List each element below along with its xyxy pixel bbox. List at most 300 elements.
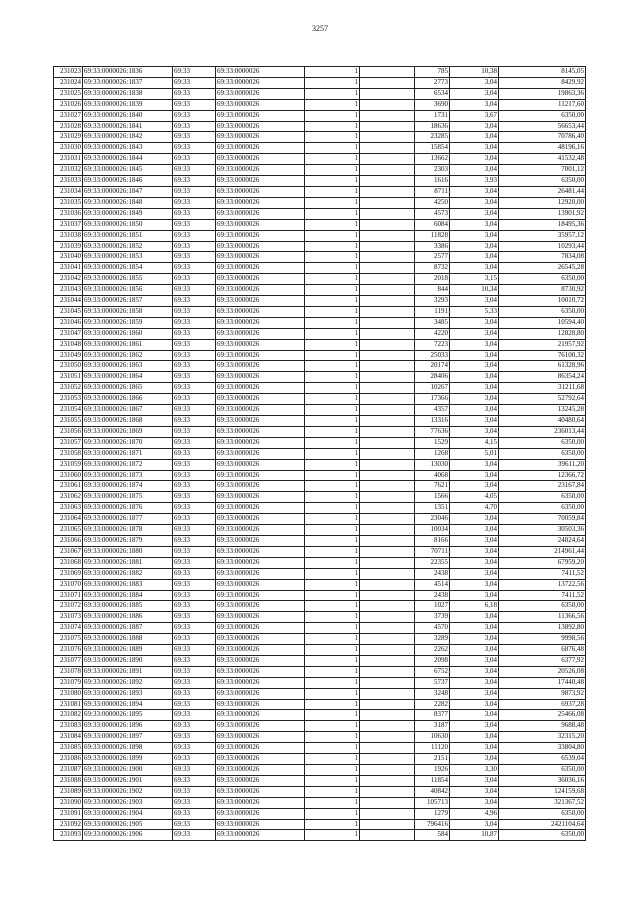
cadastral-value: 13892,80	[499, 623, 586, 634]
rate: 3,04	[450, 88, 499, 99]
table-row	[54, 819, 586, 830]
cadastral-number: 69:33:0000026:1896	[83, 721, 173, 732]
cadastral-value: 6350,00	[499, 765, 586, 776]
cadastral-value: 17440,48	[499, 677, 586, 688]
district-code: 69:33	[173, 557, 216, 568]
table-row	[54, 677, 586, 688]
count: 1	[305, 197, 360, 208]
quarter-code: 69:33:0000026	[216, 67, 305, 78]
area: 6534	[415, 88, 450, 99]
cadastral-number: 69:33:0000026:1901	[83, 775, 173, 786]
row-id: 231048	[54, 339, 83, 350]
count: 1	[305, 514, 360, 525]
area: 13316	[415, 416, 450, 427]
row-id: 231040	[54, 252, 83, 263]
quarter-code: 69:33:0000026	[216, 535, 305, 546]
cadastral-value: 24824,64	[499, 535, 586, 546]
cadastral-value: 76100,32	[499, 350, 586, 361]
cadastral-number: 69:33:0000026:1848	[83, 197, 173, 208]
table-row	[54, 470, 586, 481]
count: 1	[305, 503, 360, 514]
empty-cell	[360, 612, 415, 623]
rate: 3,04	[450, 252, 499, 263]
cadastral-value: 10594,40	[499, 317, 586, 328]
table-row	[54, 743, 586, 754]
count: 1	[305, 121, 360, 132]
cadastral-number: 69:33:0000026:1889	[83, 645, 173, 656]
quarter-code: 69:33:0000026	[216, 77, 305, 88]
empty-cell	[360, 296, 415, 307]
district-code: 69:33	[173, 579, 216, 590]
table-row	[54, 645, 586, 656]
cadastral-value: 2421104,64	[499, 819, 586, 830]
table-row	[54, 830, 586, 841]
rate: 3,04	[450, 394, 499, 405]
table-row	[54, 372, 586, 383]
district-code: 69:33	[173, 797, 216, 808]
table-row	[54, 732, 586, 743]
rate: 3,04	[450, 754, 499, 765]
area: 1926	[415, 765, 450, 776]
cadastral-value: 52792,64	[499, 394, 586, 405]
table-row	[54, 623, 586, 634]
empty-cell	[360, 208, 415, 219]
count: 1	[305, 525, 360, 536]
district-code: 69:33	[173, 99, 216, 110]
area: 2773	[415, 77, 450, 88]
district-code: 69:33	[173, 775, 216, 786]
cadastral-number: 69:33:0000026:1838	[83, 88, 173, 99]
cadastral-number: 69:33:0000026:1845	[83, 165, 173, 176]
empty-cell	[360, 470, 415, 481]
row-id: 231063	[54, 503, 83, 514]
cadastral-number: 69:33:0000026:1850	[83, 219, 173, 230]
cadastral-number: 69:33:0000026:1869	[83, 426, 173, 437]
cadastral-value: 214961,44	[499, 546, 586, 557]
row-id: 231065	[54, 525, 83, 536]
district-code: 69:33	[173, 121, 216, 132]
cadastral-number: 69:33:0000026:1844	[83, 154, 173, 165]
area: 844	[415, 285, 450, 296]
quarter-code: 69:33:0000026	[216, 612, 305, 623]
empty-cell	[360, 601, 415, 612]
row-id: 231087	[54, 765, 83, 776]
quarter-code: 69:33:0000026	[216, 426, 305, 437]
district-code: 69:33	[173, 208, 216, 219]
rate: 3,04	[450, 525, 499, 536]
district-code: 69:33	[173, 306, 216, 317]
cadastral-number: 69:33:0000026:1865	[83, 383, 173, 394]
cadastral-number: 69:33:0000026:1863	[83, 361, 173, 372]
area: 7223	[415, 339, 450, 350]
area: 1268	[415, 448, 450, 459]
empty-cell	[360, 634, 415, 645]
page-number: 3257	[312, 24, 328, 33]
rate: 3,04	[450, 405, 499, 416]
quarter-code: 69:33:0000026	[216, 514, 305, 525]
count: 1	[305, 219, 360, 230]
rate: 3,04	[450, 350, 499, 361]
quarter-code: 69:33:0000026	[216, 655, 305, 666]
area: 3690	[415, 99, 450, 110]
cadastral-number: 69:33:0000026:1876	[83, 503, 173, 514]
quarter-code: 69:33:0000026	[216, 743, 305, 754]
quarter-code: 69:33:0000026	[216, 263, 305, 274]
table-row	[54, 165, 586, 176]
quarter-code: 69:33:0000026	[216, 339, 305, 350]
row-id: 231072	[54, 601, 83, 612]
table-row	[54, 634, 586, 645]
quarter-code: 69:33:0000026	[216, 372, 305, 383]
district-code: 69:33	[173, 296, 216, 307]
row-id: 231090	[54, 797, 83, 808]
count: 1	[305, 710, 360, 721]
district-code: 69:33	[173, 503, 216, 514]
count: 1	[305, 186, 360, 197]
table-row	[54, 328, 586, 339]
area: 796416	[415, 819, 450, 830]
row-id: 231056	[54, 426, 83, 437]
cadastral-number: 69:33:0000026:1902	[83, 786, 173, 797]
cadastral-number: 69:33:0000026:1874	[83, 481, 173, 492]
row-id: 231071	[54, 590, 83, 601]
count: 1	[305, 743, 360, 754]
district-code: 69:33	[173, 601, 216, 612]
cadastral-number: 69:33:0000026:1839	[83, 99, 173, 110]
cadastral-value: 30503,36	[499, 525, 586, 536]
quarter-code: 69:33:0000026	[216, 503, 305, 514]
cadastral-number: 69:33:0000026:1842	[83, 132, 173, 143]
area: 2262	[415, 645, 450, 656]
rate: 3,04	[450, 99, 499, 110]
rate: 3,04	[450, 230, 499, 241]
district-code: 69:33	[173, 285, 216, 296]
empty-cell	[360, 143, 415, 154]
area: 4514	[415, 579, 450, 590]
count: 1	[305, 143, 360, 154]
cadastral-value: 7001,12	[499, 165, 586, 176]
area: 8166	[415, 535, 450, 546]
quarter-code: 69:33:0000026	[216, 699, 305, 710]
table-row	[54, 437, 586, 448]
table-row	[54, 688, 586, 699]
area: 4068	[415, 470, 450, 481]
district-code: 69:33	[173, 645, 216, 656]
row-id: 231069	[54, 568, 83, 579]
table-row	[54, 416, 586, 427]
row-id: 231054	[54, 405, 83, 416]
rate: 3,93	[450, 176, 499, 187]
district-code: 69:33	[173, 241, 216, 252]
row-id: 231042	[54, 274, 83, 285]
rate: 3,04	[450, 241, 499, 252]
table-row	[54, 601, 586, 612]
empty-cell	[360, 655, 415, 666]
count: 1	[305, 623, 360, 634]
cadastral-value: 70059,84	[499, 514, 586, 525]
cadastral-value: 86354,24	[499, 372, 586, 383]
count: 1	[305, 317, 360, 328]
row-id: 231078	[54, 666, 83, 677]
area: 3485	[415, 317, 450, 328]
table-row	[54, 143, 586, 154]
district-code: 69:33	[173, 143, 216, 154]
rate: 3,04	[450, 710, 499, 721]
empty-cell	[360, 263, 415, 274]
area: 25033	[415, 350, 450, 361]
row-id: 231066	[54, 535, 83, 546]
empty-cell	[360, 252, 415, 263]
district-code: 69:33	[173, 808, 216, 819]
empty-cell	[360, 568, 415, 579]
empty-cell	[360, 241, 415, 252]
rate: 3,04	[450, 263, 499, 274]
cadastral-value: 13901,92	[499, 208, 586, 219]
quarter-code: 69:33:0000026	[216, 568, 305, 579]
quarter-code: 69:33:0000026	[216, 219, 305, 230]
cadastral-value: 56653,44	[499, 121, 586, 132]
quarter-code: 69:33:0000026	[216, 754, 305, 765]
empty-cell	[360, 732, 415, 743]
cadastral-value: 25466,08	[499, 710, 586, 721]
cadastral-number: 69:33:0000026:1888	[83, 634, 173, 645]
district-code: 69:33	[173, 710, 216, 721]
count: 1	[305, 786, 360, 797]
quarter-code: 69:33:0000026	[216, 154, 305, 165]
quarter-code: 69:33:0000026	[216, 601, 305, 612]
cadastral-value: 10293,44	[499, 241, 586, 252]
area: 4357	[415, 405, 450, 416]
count: 1	[305, 372, 360, 383]
count: 1	[305, 88, 360, 99]
rate: 3,04	[450, 645, 499, 656]
empty-cell	[360, 754, 415, 765]
cadastral-value: 40480,64	[499, 416, 586, 427]
quarter-code: 69:33:0000026	[216, 688, 305, 699]
table-row	[54, 655, 586, 666]
district-code: 69:33	[173, 612, 216, 623]
district-code: 69:33	[173, 666, 216, 677]
quarter-code: 69:33:0000026	[216, 110, 305, 121]
rate: 3,04	[450, 743, 499, 754]
district-code: 69:33	[173, 492, 216, 503]
quarter-code: 69:33:0000026	[216, 416, 305, 427]
count: 1	[305, 579, 360, 590]
count: 1	[305, 274, 360, 285]
area: 8732	[415, 263, 450, 274]
area: 13030	[415, 459, 450, 470]
empty-cell	[360, 459, 415, 470]
empty-cell	[360, 328, 415, 339]
empty-cell	[360, 546, 415, 557]
empty-cell	[360, 535, 415, 546]
district-code: 69:33	[173, 154, 216, 165]
row-id: 231036	[54, 208, 83, 219]
district-code: 69:33	[173, 634, 216, 645]
count: 1	[305, 350, 360, 361]
area: 785	[415, 67, 450, 78]
count: 1	[305, 296, 360, 307]
rate: 3,04	[450, 339, 499, 350]
quarter-code: 69:33:0000026	[216, 252, 305, 263]
row-id: 231039	[54, 241, 83, 252]
cadastral-number: 69:33:0000026:1878	[83, 525, 173, 536]
table-row	[54, 568, 586, 579]
cadastral-number: 69:33:0000026:1881	[83, 557, 173, 568]
empty-cell	[360, 176, 415, 187]
quarter-code: 69:33:0000026	[216, 296, 305, 307]
area: 7621	[415, 481, 450, 492]
cadastral-value: 35957,12	[499, 230, 586, 241]
rate: 4,96	[450, 808, 499, 819]
cadastral-number: 69:33:0000026:1837	[83, 77, 173, 88]
table-row	[54, 405, 586, 416]
quarter-code: 69:33:0000026	[216, 383, 305, 394]
district-code: 69:33	[173, 186, 216, 197]
rate: 3,04	[450, 470, 499, 481]
area: 4250	[415, 197, 450, 208]
row-id: 231073	[54, 612, 83, 623]
table-row	[54, 535, 586, 546]
row-id: 231077	[54, 655, 83, 666]
cadastral-value: 67959,20	[499, 557, 586, 568]
empty-cell	[360, 394, 415, 405]
count: 1	[305, 416, 360, 427]
cadastral-number: 69:33:0000026:1899	[83, 754, 173, 765]
count: 1	[305, 208, 360, 219]
area: 4220	[415, 328, 450, 339]
count: 1	[305, 405, 360, 416]
quarter-code: 69:33:0000026	[216, 317, 305, 328]
cadastral-number: 69:33:0000026:1879	[83, 535, 173, 546]
rate: 4,15	[450, 437, 499, 448]
table-row	[54, 557, 586, 568]
count: 1	[305, 645, 360, 656]
count: 1	[305, 99, 360, 110]
area: 1279	[415, 808, 450, 819]
empty-cell	[360, 230, 415, 241]
empty-cell	[360, 786, 415, 797]
table-row	[54, 797, 586, 808]
row-id: 231060	[54, 470, 83, 481]
rate: 3,04	[450, 514, 499, 525]
cadastral-number: 69:33:0000026:1882	[83, 568, 173, 579]
cadastral-value: 12366,72	[499, 470, 586, 481]
area: 13662	[415, 154, 450, 165]
cadastral-value: 6539,04	[499, 754, 586, 765]
row-id: 231045	[54, 306, 83, 317]
rate: 3,04	[450, 535, 499, 546]
table-row	[54, 317, 586, 328]
empty-cell	[360, 383, 415, 394]
empty-cell	[360, 99, 415, 110]
row-id: 231026	[54, 99, 83, 110]
area: 6084	[415, 219, 450, 230]
row-id: 231082	[54, 710, 83, 721]
row-id: 231062	[54, 492, 83, 503]
count: 1	[305, 797, 360, 808]
row-id: 231037	[54, 219, 83, 230]
area: 2438	[415, 568, 450, 579]
cadastral-number: 69:33:0000026:1867	[83, 405, 173, 416]
cadastral-number: 69:33:0000026:1871	[83, 448, 173, 459]
count: 1	[305, 132, 360, 143]
table-row	[54, 241, 586, 252]
row-id: 231029	[54, 132, 83, 143]
table-row	[54, 132, 586, 143]
rate: 3,04	[450, 208, 499, 219]
area: 4573	[415, 208, 450, 219]
cadastral-number: 69:33:0000026:1885	[83, 601, 173, 612]
count: 1	[305, 448, 360, 459]
table-row	[54, 710, 586, 721]
row-id: 231027	[54, 110, 83, 121]
empty-cell	[360, 372, 415, 383]
empty-cell	[360, 197, 415, 208]
empty-cell	[360, 503, 415, 514]
rate: 3,04	[450, 677, 499, 688]
cadastral-value: 13245,28	[499, 405, 586, 416]
empty-cell	[360, 525, 415, 536]
cadastral-value: 9688,48	[499, 721, 586, 732]
rate: 5,01	[450, 448, 499, 459]
cadastral-value: 41532,48	[499, 154, 586, 165]
rate: 3,04	[450, 328, 499, 339]
cadastral-number: 69:33:0000026:1840	[83, 110, 173, 121]
empty-cell	[360, 77, 415, 88]
table-row	[54, 197, 586, 208]
count: 1	[305, 339, 360, 350]
cadastral-number: 69:33:0000026:1880	[83, 546, 173, 557]
district-code: 69:33	[173, 677, 216, 688]
district-code: 69:33	[173, 830, 216, 841]
row-id: 231033	[54, 176, 83, 187]
area: 4570	[415, 623, 450, 634]
cadastral-value: 31211,68	[499, 383, 586, 394]
area: 3739	[415, 612, 450, 623]
area: 1351	[415, 503, 450, 514]
quarter-code: 69:33:0000026	[216, 677, 305, 688]
empty-cell	[360, 274, 415, 285]
cadastral-number: 69:33:0000026:1895	[83, 710, 173, 721]
quarter-code: 69:33:0000026	[216, 208, 305, 219]
area: 2303	[415, 165, 450, 176]
table-row	[54, 459, 586, 470]
area: 70711	[415, 546, 450, 557]
cadastral-value: 10010,72	[499, 296, 586, 307]
area: 22355	[415, 557, 450, 568]
row-id: 231083	[54, 721, 83, 732]
count: 1	[305, 306, 360, 317]
cadastral-number: 69:33:0000026:1875	[83, 492, 173, 503]
count: 1	[305, 655, 360, 666]
empty-cell	[360, 688, 415, 699]
count: 1	[305, 775, 360, 786]
district-code: 69:33	[173, 132, 216, 143]
rate: 3,04	[450, 296, 499, 307]
rate: 5,33	[450, 306, 499, 317]
row-id: 231061	[54, 481, 83, 492]
cadastral-number: 69:33:0000026:1883	[83, 579, 173, 590]
table-row	[54, 252, 586, 263]
rate: 3,04	[450, 154, 499, 165]
table-row	[54, 492, 586, 503]
district-code: 69:33	[173, 754, 216, 765]
table-row	[54, 426, 586, 437]
table-body	[54, 67, 586, 841]
cadastral-value: 12828,80	[499, 328, 586, 339]
table-row	[54, 448, 586, 459]
